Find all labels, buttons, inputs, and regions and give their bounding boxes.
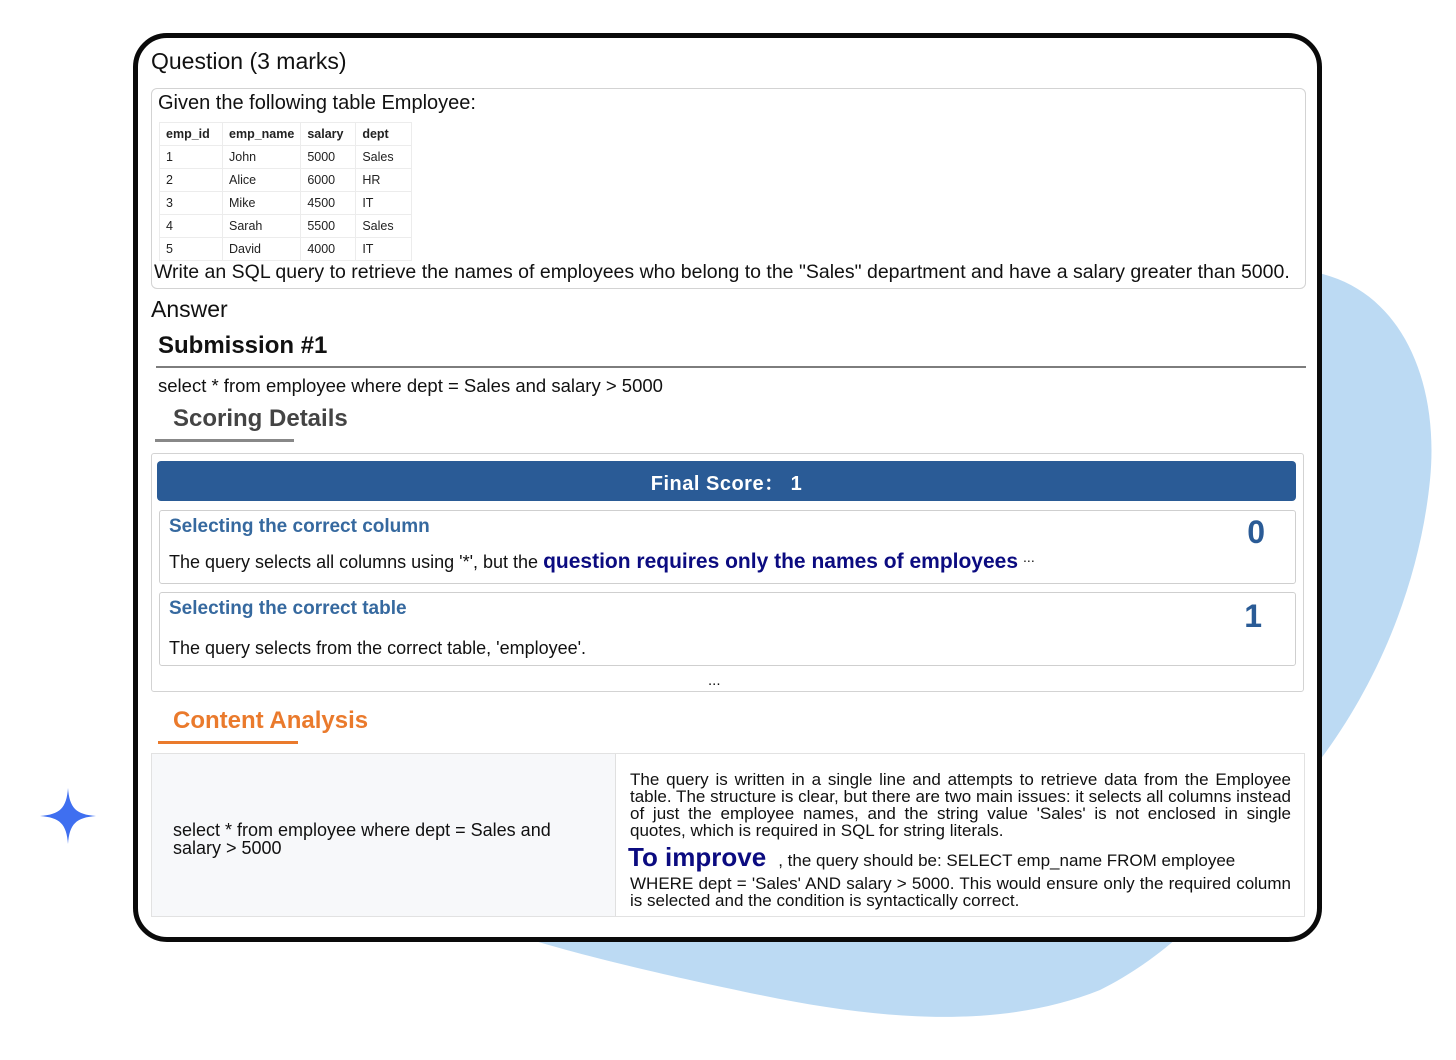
table-cell: 4 bbox=[160, 215, 223, 238]
question-box bbox=[151, 88, 1306, 289]
submission-text: select * from employee where dept = Sales and salary > 5000 bbox=[158, 375, 663, 396]
table-row bbox=[160, 169, 412, 192]
content-analysis-underline bbox=[158, 741, 298, 744]
table-cell: 5500 bbox=[301, 215, 356, 238]
table-row bbox=[160, 146, 412, 169]
table-cell: Alice bbox=[223, 169, 301, 192]
criterion-title: Selecting the correct column bbox=[169, 516, 430, 537]
table-cell: 6000 bbox=[301, 169, 356, 192]
answer-title: Answer bbox=[151, 296, 228, 322]
criterion-text-plain: The query selects all columns using '*', but the bbox=[169, 552, 544, 572]
column-header: dept bbox=[356, 123, 412, 146]
improve-line bbox=[628, 842, 1291, 872]
table-row bbox=[160, 215, 412, 238]
scoring-panel bbox=[151, 453, 1304, 692]
analysis-text-cell bbox=[616, 754, 1304, 916]
criterion-score: 0 bbox=[1247, 514, 1265, 550]
question-prompt: Write an SQL query to retrieve the names of employees who belong to the "Sales" department and have a salary greater than 5000. bbox=[154, 261, 1290, 283]
tablet-frame bbox=[133, 33, 1322, 942]
criterion-explanation bbox=[169, 549, 1035, 574]
table-row bbox=[160, 238, 412, 261]
scoring-details-tab[interactable]: Scoring Details bbox=[173, 405, 348, 432]
improve-tail: WHERE dept = 'Sales' AND salary > 5000. This would ensure only the required column is selected and the condition is syntactically correct. bbox=[630, 874, 1291, 910]
criterion-explanation: The query selects from the correct table, 'employee'. bbox=[169, 638, 587, 658]
table-cell: 3 bbox=[160, 192, 223, 215]
final-score-bar: Final Score： 1 bbox=[157, 461, 1296, 501]
analyzed-query-cell: select * from employee where dept = Sales and salary > 5000 bbox=[152, 754, 616, 916]
sparkle-star-icon bbox=[38, 786, 98, 846]
table-cell: David bbox=[223, 238, 301, 261]
more-criteria-ellipsis: ... bbox=[708, 672, 721, 689]
analysis-paragraph: The query is written in a single line and attempts to retrieve data from the Employee table. The structure is clear, but there are two main issues: it selects all columns instead of just the employee names, and the string value 'Sales' is not enclosed in single quotes, which is required in SQL for string literals. bbox=[630, 770, 1291, 840]
table-cell: 5000 bbox=[301, 146, 356, 169]
table-row bbox=[160, 192, 412, 215]
table-cell: Sales bbox=[356, 215, 412, 238]
table-header-row bbox=[160, 123, 412, 146]
criterion-text-ellipsis: ... bbox=[1023, 549, 1035, 565]
criterion-card bbox=[159, 592, 1296, 666]
employee-table bbox=[159, 122, 412, 261]
table-cell: 2 bbox=[160, 169, 223, 192]
criterion-text-emphasis: question requires only the names of employees bbox=[543, 550, 1019, 573]
column-header: emp_name bbox=[223, 123, 301, 146]
table-cell: Mike bbox=[223, 192, 301, 215]
table-cell: 5 bbox=[160, 238, 223, 261]
table-cell: 4500 bbox=[301, 192, 356, 215]
table-cell: 1 bbox=[160, 146, 223, 169]
content-analysis-tab[interactable]: Content Analysis bbox=[173, 707, 369, 734]
table-cell: IT bbox=[356, 192, 412, 215]
column-header: emp_id bbox=[160, 123, 223, 146]
content-analysis-panel bbox=[151, 753, 1305, 917]
question-title: Question (3 marks) bbox=[151, 48, 347, 74]
criterion-card bbox=[159, 510, 1296, 584]
submission-divider bbox=[156, 366, 1306, 368]
improve-rest: , the query should be: SELECT emp_name FROM employee bbox=[778, 851, 1236, 870]
submission-title: Submission #1 bbox=[158, 332, 328, 359]
table-cell: Sarah bbox=[223, 215, 301, 238]
table-cell: HR bbox=[356, 169, 412, 192]
column-header: salary bbox=[301, 123, 356, 146]
improve-label: To improve bbox=[628, 842, 767, 872]
scoring-tab-underline bbox=[155, 439, 294, 442]
table-cell: John bbox=[223, 146, 301, 169]
table-cell: 4000 bbox=[301, 238, 356, 261]
criterion-score: 1 bbox=[1244, 598, 1262, 634]
table-cell: IT bbox=[356, 238, 412, 261]
table-cell: Sales bbox=[356, 146, 412, 169]
question-intro: Given the following table Employee: bbox=[158, 92, 476, 114]
criterion-title: Selecting the correct table bbox=[169, 598, 407, 619]
